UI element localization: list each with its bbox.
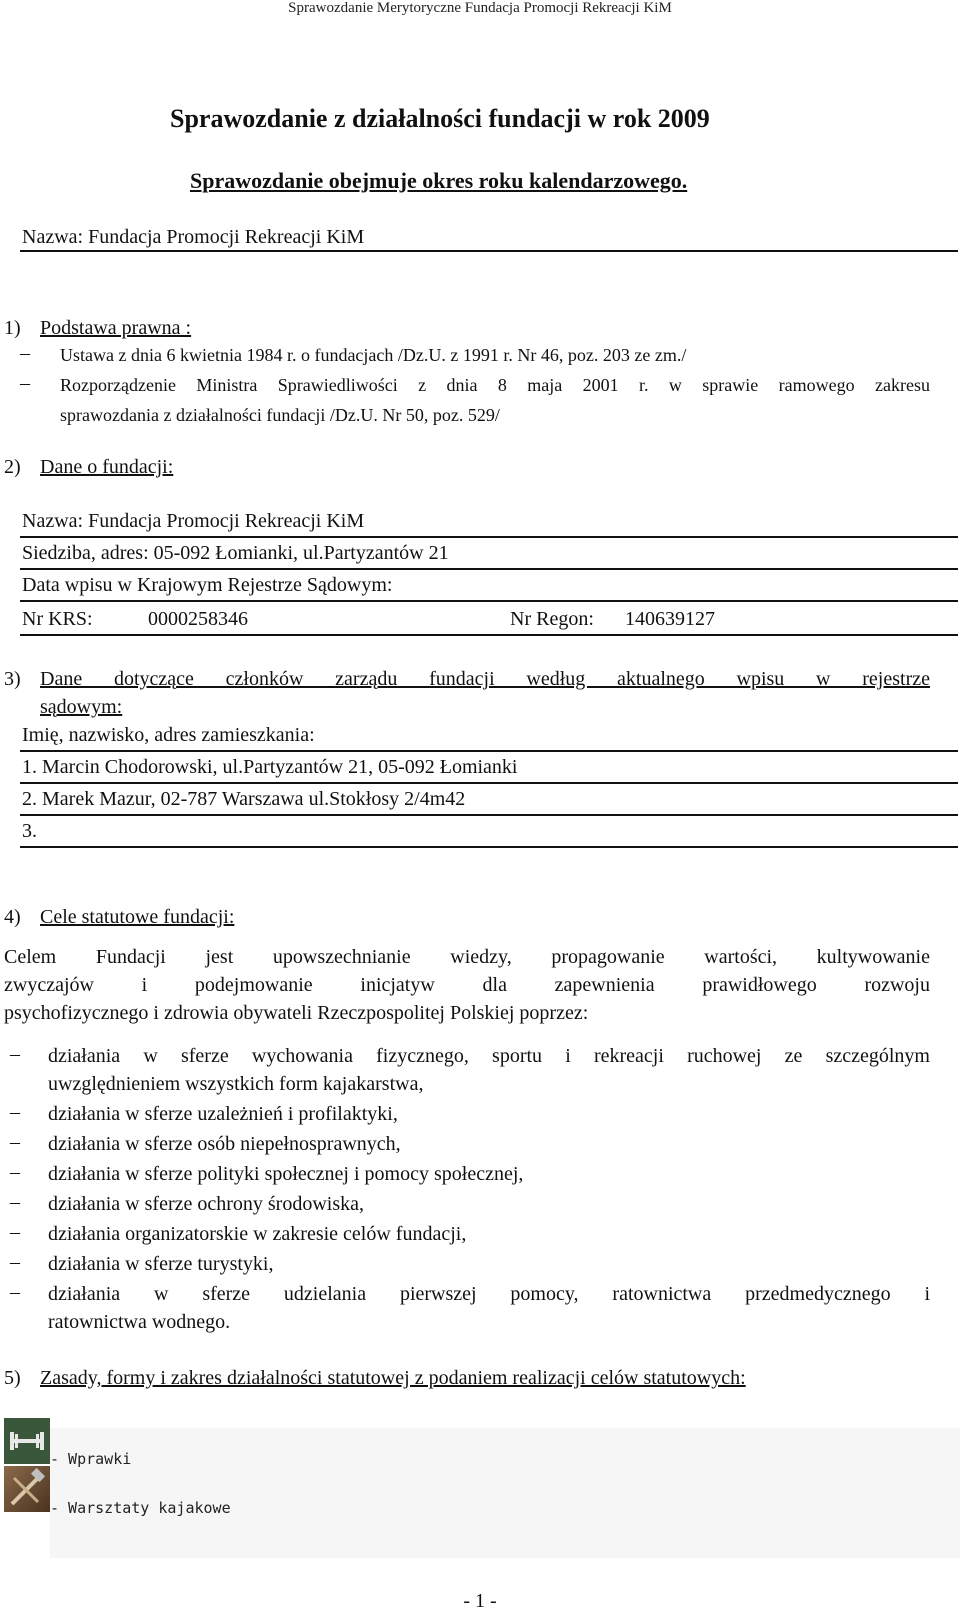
bullet-dash: – — [20, 372, 30, 394]
rule — [20, 846, 958, 848]
bullet-dash: – — [10, 1131, 20, 1153]
s1-item-2-cont: sprawozdania z działalności fundacji /Dz.U. Nr 50, poz. 529/ — [60, 405, 500, 425]
rule — [20, 634, 958, 636]
nr-krs-label: Nr KRS: — [22, 608, 93, 630]
bullet-dash: – — [20, 342, 30, 364]
section-5-number: 5) — [4, 1367, 21, 1389]
goal-item-8-cont: ratownictwa wodnego. — [48, 1311, 231, 1333]
s1-item-2: Rozporządzenie Ministra Sprawiedliwości z dnia 8 maja 2001 r. w sprawie ramowego zakresu — [60, 375, 930, 395]
bullet-dash: – — [10, 1281, 20, 1303]
section-3-heading-cont: sądowym: — [40, 696, 123, 718]
goals-intro-2: zwyczajów i podejmowanie inicjatyw dla zapewnienia prawidłowego rozwoju — [4, 974, 930, 996]
bullet-dash: – — [10, 1221, 20, 1243]
section-2-number: 2) — [4, 456, 21, 478]
section-4-number: 4) — [4, 906, 21, 928]
rule — [20, 600, 958, 602]
goals-intro-1: Celem Fundacji jest upowszechnianie wiedzy, propagowanie wartości, kultywowanie — [4, 946, 930, 968]
goal-item-6: działania organizatorskie w zakresie celów fundacji, — [48, 1223, 467, 1245]
goal-item-7: działania w sferze turystyki, — [48, 1253, 274, 1275]
page-subtitle: Sprawozdanie obejmuje okres roku kalendarzowego. — [190, 168, 688, 193]
tools-icon[interactable] — [4, 1466, 50, 1512]
member-2: 2. Marek Mazur, 02-787 Warszawa ul.Stokłosy 2/4m42 — [22, 788, 466, 810]
menu-band — [50, 1428, 960, 1558]
bullet-dash: – — [10, 1043, 20, 1065]
goal-item-5: działania w sferze ochrony środowiska, — [48, 1193, 364, 1215]
members-label: Imię, nazwisko, adres zamieszkania: — [22, 724, 315, 746]
foundation-name: Nazwa: Fundacja Promocji Rekreacji KiM — [22, 510, 365, 532]
bullet-dash: – — [10, 1101, 20, 1123]
menu-item-warsztaty-kajakowe[interactable]: - Warsztaty kajakowe — [50, 1499, 231, 1517]
rule — [20, 568, 958, 570]
bullet-dash: – — [10, 1161, 20, 1183]
rule — [20, 750, 958, 752]
member-1: 1. Marcin Chodorowski, ul.Partyzantów 21, 05-092 Łomianki — [22, 756, 518, 778]
section-4-heading: Cele statutowe fundacji: — [40, 906, 235, 928]
name-line: Nazwa: Fundacja Promocji Rekreacji KiM — [22, 226, 365, 248]
menu-item-wprawki[interactable]: - Wprawki — [50, 1450, 132, 1468]
member-3: 3. — [22, 820, 37, 842]
barbell-icon[interactable] — [4, 1418, 50, 1464]
bullet-dash: – — [10, 1251, 20, 1273]
bullet-dash: – — [10, 1191, 20, 1213]
section-5-heading: Zasady, formy i zakres działalności statutowej z podaniem realizacji celów statutowych: — [40, 1367, 746, 1389]
goal-item-1-cont: uwzględnieniem wszystkich form kajakarstwa, — [48, 1073, 424, 1095]
section-3-heading: Dane dotyczące członków zarządu fundacji według aktualnego wpisu w rejestrze — [40, 668, 930, 690]
rule — [20, 814, 958, 816]
page-number: - 1 - — [463, 1590, 497, 1612]
nr-krs-value: 0000258346 — [148, 608, 248, 630]
section-2-heading: Dane o fundacji: — [40, 456, 174, 478]
nr-regon-value: 140639127 — [625, 608, 715, 630]
section-1-number: 1) — [4, 317, 21, 339]
krs-label: Data wpisu w Krajowym Rejestrze Sądowym: — [22, 574, 393, 596]
goals-intro-3: psychofizycznego i zdrowia obywateli Rzeczpospolitej Polskiej poprzez: — [4, 1002, 589, 1024]
rule — [20, 782, 958, 784]
nr-regon-label: Nr Regon: — [510, 608, 594, 630]
goal-item-3: działania w sferze osób niepełnosprawnych, — [48, 1133, 401, 1155]
section-3-number: 3) — [4, 668, 21, 690]
foundation-address: Siedziba, adres: 05-092 Łomianki, ul.Partyzantów 21 — [22, 542, 449, 564]
section-1-heading: Podstawa prawna : — [40, 317, 192, 339]
page-title: Sprawozdanie z działalności fundacji w rok 2009 — [170, 104, 710, 133]
rule-name — [20, 250, 958, 252]
rule — [20, 536, 958, 538]
goal-item-8: działania w sferze udzielania pierwszej pomocy, ratownictwa przedmedycznego i — [48, 1283, 930, 1305]
s1-item-1: Ustawa z dnia 6 kwietnia 1984 r. o fundacjach /Dz.U. z 1991 r. Nr 46, poz. 203 ze zm./ — [60, 345, 687, 365]
goal-item-4: działania w sferze polityki społecznej i pomocy społecznej, — [48, 1163, 524, 1185]
page-header: Sprawozdanie Merytoryczne Fundacja Promocji Rekreacji KiM — [288, 0, 672, 16]
goal-item-1: działania w sferze wychowania fizycznego, sportu i rekreacji ruchowej ze szczególnym — [48, 1045, 930, 1067]
goal-item-2: działania w sferze uzależnień i profilaktyki, — [48, 1103, 398, 1125]
